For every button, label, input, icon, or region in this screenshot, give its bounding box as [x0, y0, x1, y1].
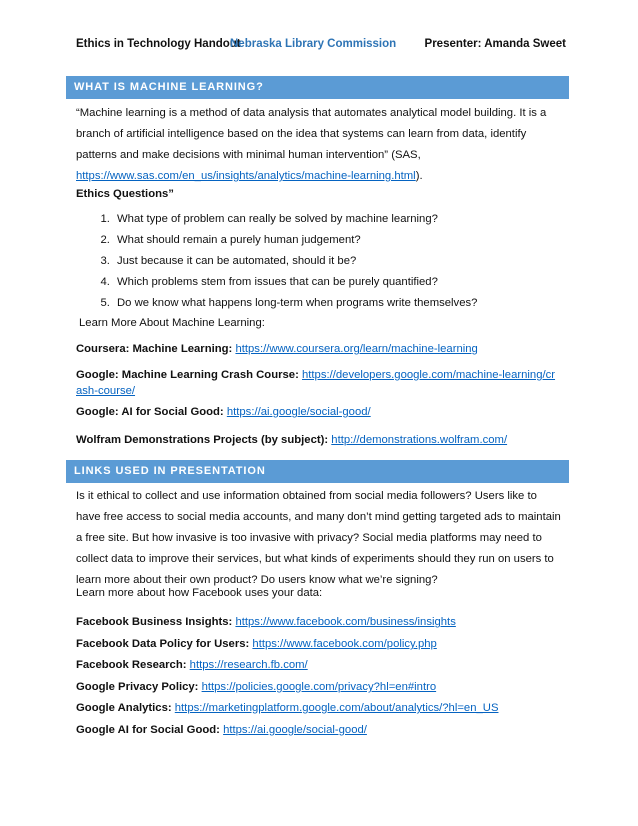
link-url[interactable]: https://ai.google/social-good/: [223, 724, 367, 736]
section-heading-links: LINKS USED IN PRESENTATION: [66, 460, 569, 483]
learn-more-facebook: Learn more about how Facebook uses your data:: [76, 587, 323, 599]
link-label: Google Privacy Policy:: [76, 681, 199, 693]
link-google-privacy: [76, 679, 560, 695]
resource-link[interactable]: https://developers.google.com/machine-learning/crash-course/: [76, 369, 556, 397]
ethics-questions-list: [76, 209, 556, 314]
link-url[interactable]: https://www.facebook.com/business/insights: [235, 616, 456, 628]
list-item: 5. Do we know what happens long-term when programs write themselves?: [113, 293, 556, 314]
quote-text: “Machine learning is a method of data analysis that automates analytical model building. It is a branch of artificial intelligence based on the idea that systems can learn from data, identify patterns and make decisions with minimal human intervention” (SAS,: [76, 107, 547, 161]
questions-heading: Ethics Questions”: [76, 188, 174, 200]
list-item: 1. What type of problem can really be solved by machine learning?: [113, 209, 556, 230]
header-presenter: Presenter: Amanda Sweet: [424, 38, 566, 50]
link-google-analytics: [76, 700, 560, 716]
list-item: 2. What should remain a purely human judgement?: [113, 230, 556, 251]
resource-label: Google: AI for Social Good:: [76, 406, 224, 418]
quote-end: ).: [415, 170, 423, 182]
page-header: [76, 38, 566, 54]
link-label: Facebook Research:: [76, 659, 187, 671]
definition-quote: [76, 103, 560, 187]
link-google-ai-social-good: [76, 722, 560, 738]
list-item: 3. Just because it can be automated, should it be?: [113, 251, 556, 272]
header-title: Ethics in Technology Handout: [76, 38, 241, 50]
list-item: 4. Which problems stem from issues that can be purely quantified?: [113, 272, 556, 293]
resource-link[interactable]: https://www.coursera.org/learn/machine-learning: [235, 343, 478, 355]
learn-more-ml: Learn More About Machine Learning:: [79, 317, 265, 329]
resource-label: Coursera: Machine Learning:: [76, 343, 233, 355]
resource-link[interactable]: https://ai.google/social-good/: [226, 406, 371, 418]
resource-link[interactable]: http://demonstrations.wolfram.com/: [331, 434, 508, 446]
link-url[interactable]: https://marketingplatform.google.com/about/analytics/?hl=en_US: [174, 702, 499, 714]
link-facebook-policy: [76, 636, 560, 652]
link-facebook-research: [76, 657, 560, 673]
resource-coursera: [76, 341, 560, 357]
link-label: Google Analytics:: [76, 702, 172, 714]
header-organization: Nebraska Library Commission: [230, 38, 397, 50]
social-media-paragraph: Is it ethical to collect and use information obtained from social media followers? Users like to have free access to social media accounts, and many don’t mind getting targeted ads to maintain a free site. But how invasive is too invasive with privacy? Social media platforms may need to collect data to improve their services, but what kinds of experiments should they run on users to learn more about their own product? Do users know what we’re signing?: [76, 490, 561, 586]
link-facebook-business: [76, 614, 560, 630]
section-heading-machine-learning: WHAT IS MACHINE LEARNING?: [66, 76, 569, 99]
link-label: Facebook Data Policy for Users:: [76, 638, 250, 650]
link-url[interactable]: https://www.facebook.com/policy.php: [252, 638, 437, 650]
resource-wolfram: [76, 432, 560, 448]
link-url[interactable]: https://research.fb.com/: [189, 659, 308, 671]
resource-google-social-good: [76, 404, 560, 420]
link-label: Google AI for Social Good:: [76, 724, 220, 736]
sas-link[interactable]: https://www.sas.com/en_us/insights/analytics/machine-learning.html: [76, 170, 416, 182]
link-label: Facebook Business Insights:: [76, 616, 233, 628]
resource-google-crash-course: [76, 367, 560, 399]
link-url[interactable]: https://policies.google.com/privacy?hl=en#intro: [201, 681, 437, 693]
resource-label: Google: Machine Learning Crash Course:: [76, 369, 299, 381]
resource-label: Wolfram Demonstrations Projects (by subject):: [76, 434, 329, 446]
